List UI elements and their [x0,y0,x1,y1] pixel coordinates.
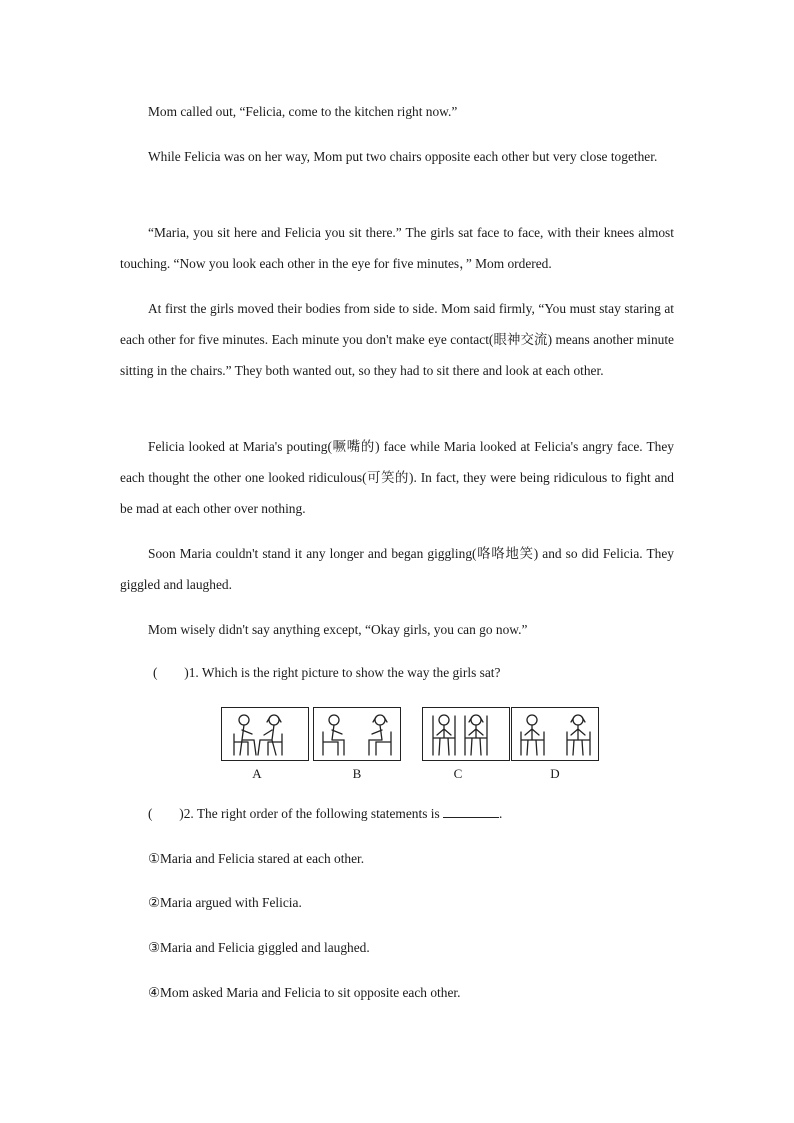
question-2 [148,804,502,824]
option-b-label: B [352,766,362,781]
question-2-period: . [499,806,503,821]
paragraph-3: “Maria, you sit here and Felicia you sit there.” The girls sat face to face, with their knees almost touching. “Now you look each other in the eye for five minutes，” Mom ordered. [120,225,674,271]
statement-4: ④Mom asked Maria and Felicia to sit opposite each other. [148,985,461,1000]
question-2-text: ( )2. The right order of the following statements is [148,806,440,821]
option-c-label: C [453,766,463,781]
question-1: ( )1. Which is the right picture to show the way the girls sat? [153,665,501,680]
paragraph-2: While Felicia was on her way, Mom put two chairs opposite each other but very close together. [148,149,658,164]
paragraph-6: Soon Maria couldn't stand it any longer and began giggling(咯咯地笑) and so did Felicia. They giggled and laughed. [120,546,674,592]
paragraph-7: Mom wisely didn't say anything except, “Okay girls, you can go now.” [148,622,528,637]
picture-option-c[interactable] [422,707,510,761]
paragraph-4: At first the girls moved their bodies from side to side. Mom said firmly, “You must stay staring at each other for five minutes. Each minute you don't make eye contact(眼神交流) means another minute sitting in the chairs.” They both wanted out, so they had to sit there and look at each other. [120,301,674,378]
picture-option-d[interactable] [511,707,599,761]
statement-2: ②Maria argued with Felicia. [148,895,302,910]
paragraph-5: Felicia looked at Maria's pouting(噘嘴的) face while Maria looked at Felicia's angry face. They each thought the other one looked ridiculous(可笑的). In fact, they were being ridiculous to fight and be mad at each other over nothing. [120,439,674,516]
option-d-label: D [550,766,560,781]
picture-option-a[interactable] [221,707,309,761]
picture-option-b[interactable] [313,707,401,761]
statement-3: ③Maria and Felicia giggled and laughed. [148,940,370,955]
paragraph-1: Mom called out, “Felicia, come to the kitchen right now.” [148,104,458,119]
statement-1: ①Maria and Felicia stared at each other. [148,851,365,866]
option-a-label: A [252,766,262,781]
answer-blank[interactable] [443,804,499,818]
